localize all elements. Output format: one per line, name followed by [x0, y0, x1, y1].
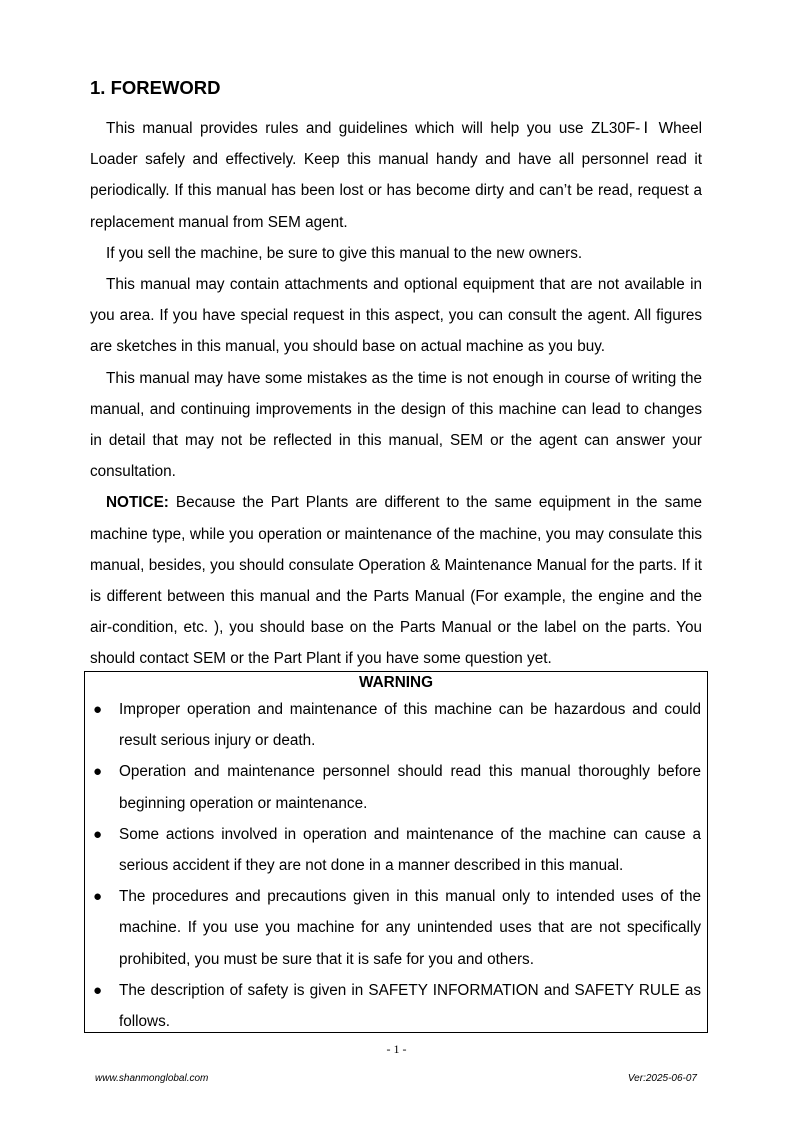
warning-box: [84, 671, 708, 1033]
bullet-icon: ●: [93, 701, 103, 718]
warning-item: ● Some actions involved in operation and maintenance of the machine can cause a serious accident if they are not done in a manner described in this manual.: [119, 819, 701, 881]
bullet-icon: ●: [93, 825, 103, 843]
notice-text: Because the Part Plants are different to the same equipment in the same machine type, while you operation or maintenance of the machine, you may consulate this manual, besides, you should consulate Operation & Maintenance Manual for the parts. If it is different between this manual and the Parts Manual (For example, the engine and the air-condition, etc. ), you should base on the Parts Manual or the label on the parts. You should contact SEM or the Part Plant if you have some question yet.: [90, 494, 702, 668]
notice-label: NOTICE:: [106, 494, 169, 512]
notice-paragraph: [90, 487, 702, 674]
footer-version: Ver:2025-06-07: [627, 1073, 697, 1084]
warning-item: ● Improper operation and maintenance of this machine can be hazardous and could result serious injury or death.: [119, 694, 701, 756]
page-number: - 1 -: [386, 1042, 407, 1056]
warning-item: ● The procedures and precautions given in this manual only to intended uses of the machine. If you use you machine for any unintended uses that are not specifically prohibited, you must be sure that it is safe for you and others.: [119, 881, 701, 975]
warning-item: ● The description of safety is given in SAFETY INFORMATION and SAFETY RULE as follows.: [119, 975, 701, 1037]
page-title: 1. FOREWORD: [90, 77, 221, 98]
paragraph: This manual may contain attachments and optional equipment that are not available in you area. If you have special request in this aspect, you can consult the agent. All figures are sketches in this manual, you should base on actual machine as you buy.: [90, 276, 702, 356]
footer-website: www.shanmonglobal.com: [95, 1073, 209, 1084]
warning-list: [85, 694, 707, 1037]
paragraph: This manual may have some mistakes as the time is not enough in course of writing the manual, and continuing improvements in the design of this machine can lead to changes in detail that may not be reflected in this manual, SEM or the agent can answer your consultation.: [90, 369, 702, 481]
paragraph: If you sell the machine, be sure to give this manual to the new owners.: [106, 244, 583, 262]
bullet-icon: ●: [93, 981, 103, 999]
paragraph: This manual provides rules and guidelines which will help you use ZL30F-Ⅰ Wheel Loader safely and effectively. Keep this manual handy and have all personnel read it periodically. If this manual has been lost or has become dirty and can’t be read, request a replacement manual from SEM agent.: [90, 120, 702, 231]
warning-item: ● Operation and maintenance personnel should read this manual thoroughly before beginning operation or maintenance.: [119, 756, 701, 818]
bullet-icon: ●: [93, 763, 103, 781]
warning-title: WARNING: [359, 674, 433, 691]
foreword-body: [90, 113, 702, 675]
bullet-icon: ●: [93, 888, 103, 906]
